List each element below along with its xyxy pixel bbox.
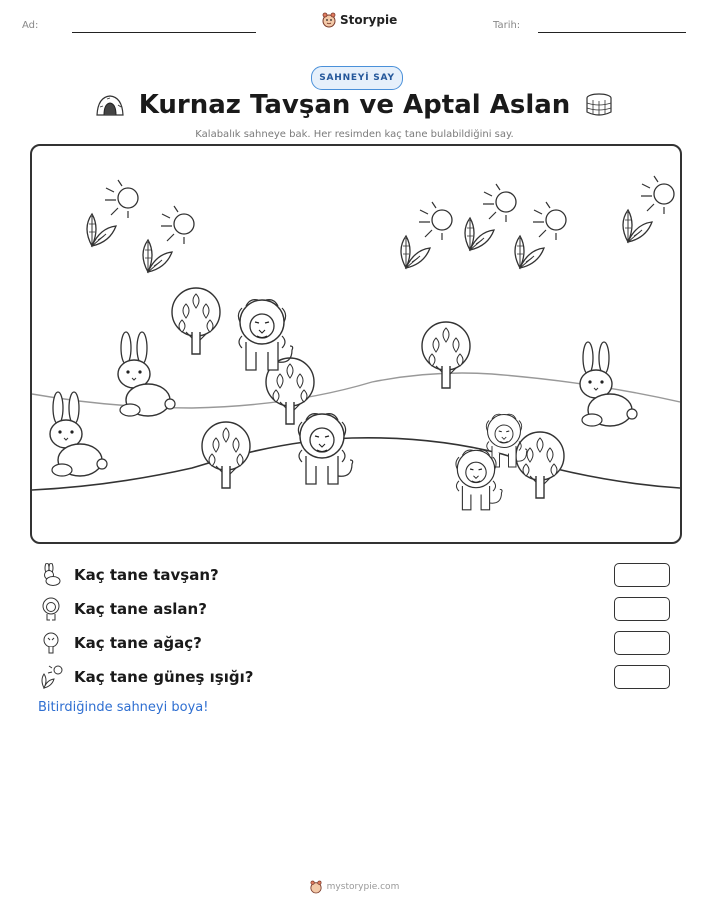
title-row bbox=[0, 90, 709, 120]
tree-icon bbox=[38, 630, 64, 656]
rabbit-icon bbox=[38, 562, 64, 588]
date-field[interactable] bbox=[538, 32, 686, 33]
well-icon bbox=[584, 92, 614, 118]
rabbit-1 bbox=[118, 332, 175, 416]
storypie-mascot-icon bbox=[310, 880, 322, 894]
question-sunlight bbox=[38, 664, 672, 690]
brand-name: Storypie bbox=[340, 13, 398, 27]
page-title: Kurnaz Tavşan ve Aptal Aslan bbox=[138, 90, 571, 120]
answer-box-rabbits[interactable] bbox=[614, 563, 670, 587]
tree-3 bbox=[422, 322, 470, 388]
activity-badge: SAHNEYİ SAY bbox=[311, 66, 403, 90]
footer-url[interactable]: mystorypie.com bbox=[326, 882, 400, 892]
sunlight-3 bbox=[401, 202, 452, 268]
answer-box-lions[interactable] bbox=[614, 597, 670, 621]
name-field[interactable] bbox=[72, 32, 256, 33]
sunlight-5 bbox=[515, 202, 566, 268]
question-trees bbox=[38, 630, 672, 656]
question-rabbits bbox=[38, 562, 672, 588]
question-lions bbox=[38, 596, 672, 622]
footer bbox=[0, 880, 709, 894]
rabbit-3 bbox=[580, 342, 637, 426]
rabbit-2 bbox=[50, 392, 107, 476]
question-text: Kaç tane tavşan? bbox=[74, 566, 219, 584]
answer-box-sunlight[interactable] bbox=[614, 665, 670, 689]
question-text: Kaç tane aslan? bbox=[74, 600, 207, 618]
sunlight-6 bbox=[623, 176, 674, 242]
lion-2 bbox=[298, 414, 352, 484]
brand-logo bbox=[322, 12, 397, 28]
sunlight-icon bbox=[38, 664, 64, 690]
storypie-mascot-icon bbox=[322, 12, 336, 28]
tree-5 bbox=[516, 432, 564, 498]
tree-4 bbox=[202, 422, 250, 488]
scene-illustration bbox=[30, 144, 682, 544]
scene-drawing bbox=[32, 146, 680, 542]
tree-1 bbox=[172, 288, 220, 354]
answer-box-trees[interactable] bbox=[614, 631, 670, 655]
lion-icon bbox=[38, 596, 64, 622]
question-text: Kaç tane güneş ışığı? bbox=[74, 668, 254, 686]
date-label: Tarih: bbox=[493, 20, 521, 31]
coloring-note: Bitirdiğinde sahneyi boya! bbox=[38, 700, 209, 715]
sunlight-4 bbox=[465, 184, 516, 250]
sunlight-1 bbox=[87, 180, 138, 246]
name-label: Ad: bbox=[22, 20, 39, 31]
sunlight-2 bbox=[143, 206, 194, 272]
question-text: Kaç tane ağaç? bbox=[74, 634, 202, 652]
instructions: Kalabalık sahneye bak. Her resimden kaç tane bulabildiğini say. bbox=[195, 129, 514, 140]
cave-icon bbox=[95, 93, 125, 117]
